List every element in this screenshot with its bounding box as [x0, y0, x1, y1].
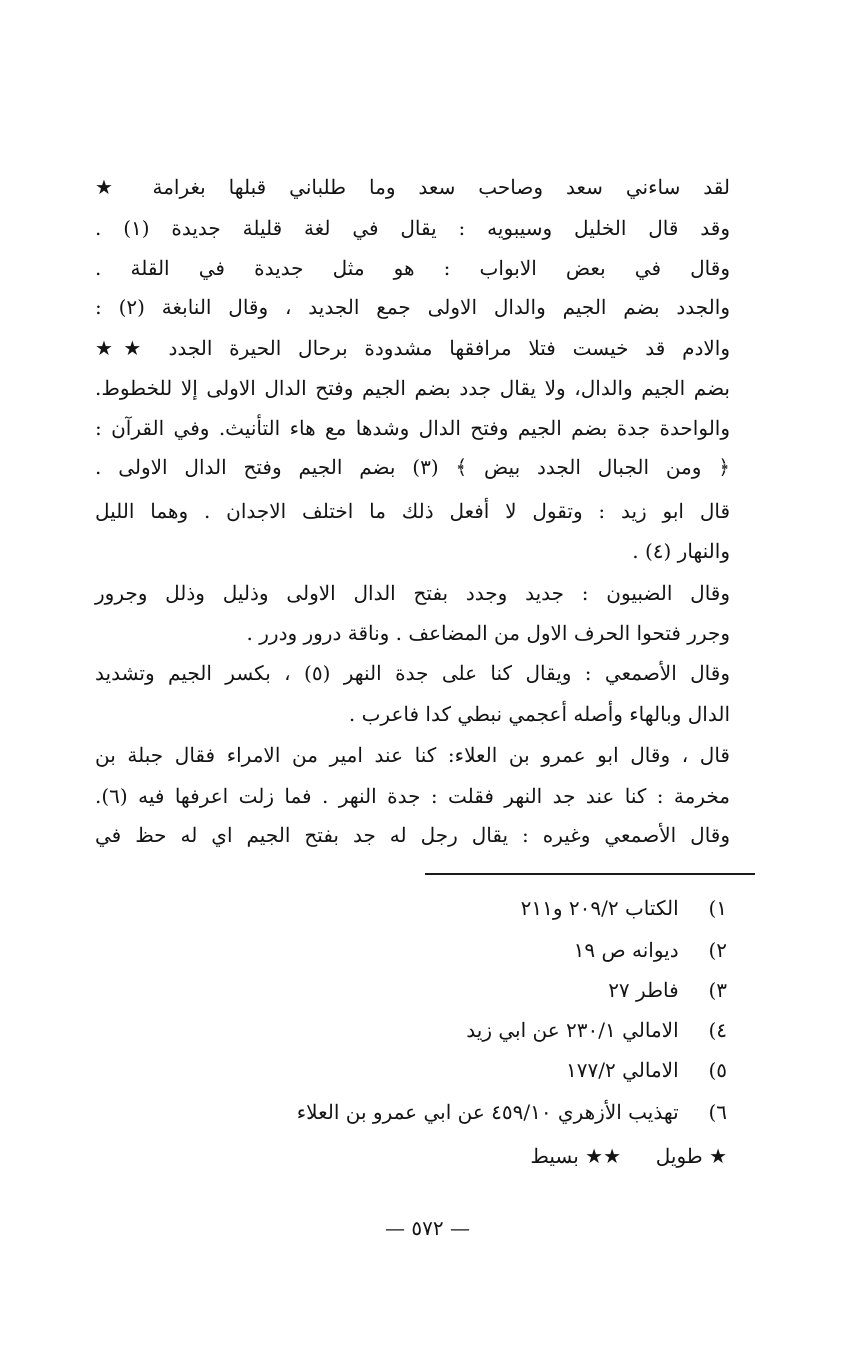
footnote-text: فاطر ٢٧ [608, 978, 679, 1002]
footnote-divider [425, 873, 755, 875]
text-line: وقال الضبيون : جديد وجدد بفتح الدال الاولى وذليل وذلل وجرور [95, 581, 730, 605]
footnote-text: ديوانه ص ١٩ [573, 938, 679, 962]
footnote-item [187, 1055, 727, 1085]
text-line: ﴿ ومن الجبال الجدد بيض ﴾ (٣) بضم الجيم وفتح الدال الاولى . [95, 455, 730, 479]
footnote-text: تهذيب الأزهري ٤٥٩/١٠ عن ابي عمرو بن العلاء [296, 1100, 679, 1124]
text-line: وقال في بعض الابواب : هو مثل جديدة في القلة . [95, 256, 730, 280]
footnote-number: ٥) [708, 1058, 727, 1082]
text-line: بضم الجيم والدال، ولا يقال جدد بضم الجيم وفتح الدال الاولى إلا للخطوط. [95, 376, 730, 400]
text-line: والادم قد خيست فتلا مرافقها مشدودة برحال الحيرة الجدد ★★ [95, 336, 730, 360]
footnote-number: ٤) [708, 1018, 727, 1042]
text-line: لقد ساءني سعد وصاحب سعد وما طلباني قبلها بغرامة ★ [95, 175, 730, 199]
footnote-text: الكتاب ٢٠٩/٢ و٢١١ [520, 896, 679, 920]
text-line: الدال وبالهاء وأصله أعجمي نبطي كدا فاعرب . [348, 702, 730, 726]
text-line: قال ابو زيد : وتقول لا أفعل ذلك ما اختلف الاجدان . وهما الليل [95, 499, 731, 523]
footnote-item [187, 893, 727, 923]
page-number: — ٥٧٢ — [385, 1216, 470, 1240]
footnote-text: الامالي ١٧٧/٢ [566, 1058, 679, 1082]
meter-basit: ★★ بسيط [530, 1144, 622, 1168]
footnote-number: ١) [708, 896, 727, 920]
footnote-item [187, 935, 727, 965]
text-line: وجرر فتحوا الحرف الاول من المضاعف . وناقة درور ودرر . [246, 621, 730, 645]
text-line: وقال الأصمعي : ويقال كنا على جدة النهر (٥) ، بكسر الجيم وتشديد [95, 661, 730, 685]
text-line: والنهار (٤) . [632, 539, 730, 563]
text-line: والواحدة جدة بضم الجيم وفتح الدال وشدها مع هاء التأنيث. وفي القرآن : [95, 416, 730, 440]
meter-tawil: ★ طويل [655, 1144, 727, 1168]
footnote-number: ٢) [708, 938, 727, 962]
text-line: قال ، وقال ابو عمرو بن العلاء: كنا عند امير من الامراء فقال جبلة بن [95, 743, 730, 767]
meter-legend [530, 1141, 727, 1171]
footnote-item [187, 975, 727, 1005]
footnote-item [187, 1015, 727, 1045]
text-line: والجدد بضم الجيم والدال الاولى جمع الجديد ، وقال النابغة (٢) : [95, 295, 730, 319]
footnote-number: ٣) [708, 978, 727, 1002]
footnote-text: الامالي ٢٣٠/١ عن ابي زيد [466, 1018, 679, 1042]
footnote-item [187, 1097, 727, 1127]
footnote-number: ٦) [708, 1100, 727, 1124]
text-line: وقد قال الخليل وسيبويه : يقال في لغة قليلة جديدة (١) . [95, 216, 730, 240]
text-line: وقال الأصمعي وغيره : يقال رجل له جد بفتح الجيم اي له حظ في [95, 823, 730, 847]
text-line: مخرمة : كنا عند جد النهر فقلت : جدة النهر . فما زلت اعرفها فيه (٦). [95, 784, 730, 808]
